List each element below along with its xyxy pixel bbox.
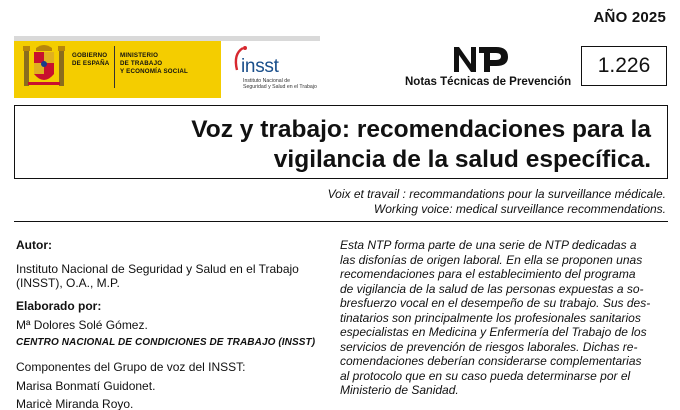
government-banner — [14, 36, 221, 98]
abstract-line: bresfuerzo vocal en el desempeño de su trabajo. Sus des- — [340, 296, 651, 310]
abstract-line: comendaciones deberían considerarse complementarias — [340, 354, 642, 368]
elaborado-label: Elaborado por: — [16, 298, 102, 313]
autor-label: Autor: — [16, 238, 52, 252]
componente-name: Marisa Bonmatí Guidonet. — [16, 378, 156, 393]
header-rule — [14, 36, 320, 41]
english-title: Working voice: medical surveillance recommendations. — [373, 202, 666, 216]
year-label: AÑO 2025 — [593, 9, 666, 26]
ministry-text: MINISTERIO DE TRABAJO Y ECONOMÍA SOCIAL — [120, 52, 189, 75]
section-divider — [14, 221, 668, 222]
abstract-line: Ministerio de Sanidad. — [340, 383, 459, 397]
componente-name: Maricè Miranda Royo. — [16, 397, 134, 410]
title-translations — [328, 187, 666, 217]
french-title: Voix et travail : recommandations pour la surveillance médicale. — [327, 187, 666, 201]
abstract-line: de vigilancia de la salud de las personas expuestas a so- — [340, 281, 644, 296]
autor-line: Instituto Nacional de Seguridad y Salud en el Trabajo — [16, 261, 299, 276]
insst-subtitle: Instituto Nacional de Seguridad y Salud en el Trabajo — [243, 78, 317, 91]
abstract-line: las disfonías de origen laboral. En ella se proponen unas — [340, 252, 643, 267]
institutional-logo-strip — [14, 36, 320, 98]
abstract — [340, 238, 668, 398]
abstract-line: recomendaciones para el establecimiento del programa — [340, 267, 636, 281]
elaborado-centro: CENTRO NACIONAL DE CONDICIONES DE TRABAJO (INSST) — [16, 336, 316, 348]
abstract-line: Esta NTP forma parte de una serie de NTP dedicadas a — [340, 238, 637, 252]
ntp-number: 1.226 — [581, 46, 667, 86]
componentes-label: Componentes del Grupo de voz del INSST: — [16, 360, 246, 374]
title-box — [14, 105, 668, 179]
abstract-line: al protocolo que en su caso pueda determinarse por el — [340, 368, 631, 383]
abstract-line: especialistas en Medicina y Enfermería del Trabajo de los — [340, 325, 647, 339]
coat-of-arms-icon — [22, 42, 66, 92]
credits-column — [16, 238, 326, 410]
abstract-line: tinatarios son principalmente los profesionales sanitarios — [340, 310, 641, 325]
divider — [114, 46, 115, 88]
insst-logo — [221, 36, 331, 98]
ntp-logo-icon — [452, 44, 510, 74]
ntp-caption: Notas Técnicas de Prevención — [405, 76, 572, 88]
elaborado-name: Mª Dolores Solé Gómez. — [16, 318, 148, 332]
insst-name: insst — [241, 56, 279, 77]
document-title: Voz y trabajo: recomendaciones para la vigilancia de la salud específica. — [191, 116, 651, 173]
abstract-line: servicios de prevención de riesgos laborales. Dichas re- — [340, 339, 638, 354]
autor-line: (INSST), O.A., M.P. — [16, 276, 120, 290]
government-text: GOBIERNO DE ESPAÑA — [72, 52, 110, 67]
